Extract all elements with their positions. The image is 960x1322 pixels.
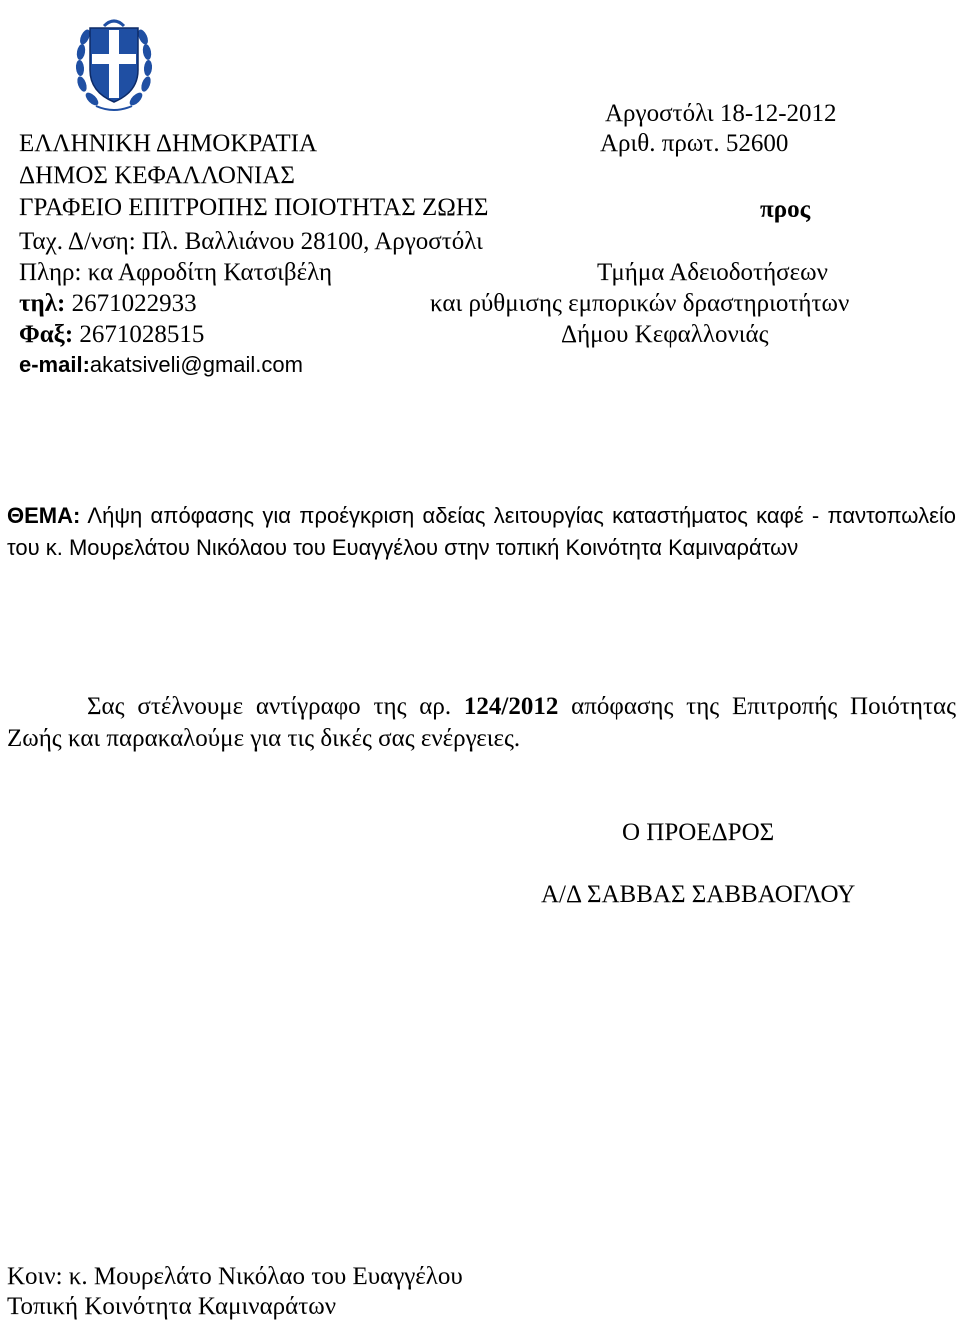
recipient-line-1: Τμήμα Αδειοδοτήσεων xyxy=(597,259,828,286)
fax-label: Φαξ: xyxy=(19,321,74,348)
sender-contact-person: Πληρ: κα Αφροδίτη Κατσιβέλη xyxy=(19,259,333,286)
cross-horizontal xyxy=(92,54,136,64)
email-address: akatsiveli@gmail.com xyxy=(89,352,303,377)
sender-email-line xyxy=(19,352,303,377)
country-heading: ΕΛΛΗΝΙΚΗ ΔΗΜΟΚΡΑΤΙΑ xyxy=(19,130,317,157)
subject-paragraph xyxy=(7,500,956,564)
subject-text: Λήψη απόφασης για προέγκριση αδείας λειτουργίας καταστήματος καφέ - παντοπωλείο του κ. Μουρελάτου Νικόλαου του Ευαγγέλου στην τοπική Κοινότητα Καμιναράτων xyxy=(7,503,956,560)
phone-number: 2671022933 xyxy=(65,290,197,317)
protocol-number: Αριθ. πρωτ. 52600 xyxy=(600,130,789,157)
body-text-after: απόφασης της Επιτροπής Ποιότητας Ζωής και παρακαλούμε για τις δικές σας ενέργειες. xyxy=(7,693,956,752)
body-paragraph xyxy=(7,691,956,755)
email-label: e-mail: xyxy=(19,352,90,377)
sender-fax-line xyxy=(19,322,204,347)
decision-number: 124/2012 xyxy=(463,693,559,720)
sender-phone-line xyxy=(19,291,197,316)
recipient-label: προς xyxy=(760,196,811,223)
subject-label: ΘΕΜΑ: xyxy=(7,503,81,528)
signature-title: Ο ΠΡΟΕΔΡΟΣ xyxy=(622,819,775,846)
sender-address: Ταχ. Δ/νση: Πλ. Βαλλιάνου 28100, Αργοστόλι xyxy=(19,228,483,255)
body-text-before: Σας στέλνουμε αντίγραφο της αρ. xyxy=(87,693,464,720)
greek-coat-of-arms-emblem xyxy=(74,6,154,116)
fax-number: 2671028515 xyxy=(73,321,205,348)
recipient-line-2: και ρύθμισης εμπορικών δραστηριοτήτων xyxy=(430,290,850,317)
place-date: Αργοστόλι 18-12-2012 xyxy=(605,100,837,127)
cc-line-1: Κοιν: κ. Μουρελάτο Νικόλαο του Ευαγγέλου xyxy=(7,1263,463,1290)
cc-line-2: Τοπική Κοινότητα Καμιναράτων xyxy=(7,1293,337,1320)
municipality-heading: ΔΗΜΟΣ ΚΕΦΑΛΛΟΝΙΑΣ xyxy=(19,162,295,189)
phone-label: τηλ: xyxy=(19,290,66,317)
office-heading: ΓΡΑΦΕΙΟ ΕΠΙΤΡΟΠΗΣ ΠΟΙΟΤΗΤΑΣ ΖΩΗΣ xyxy=(19,194,489,221)
recipient-line-3: Δήμου Κεφαλλονιάς xyxy=(561,321,769,348)
signature-name: Α/Δ ΣΑΒΒΑΣ ΣΑΒΒΑΟΓΛΟΥ xyxy=(541,881,856,908)
